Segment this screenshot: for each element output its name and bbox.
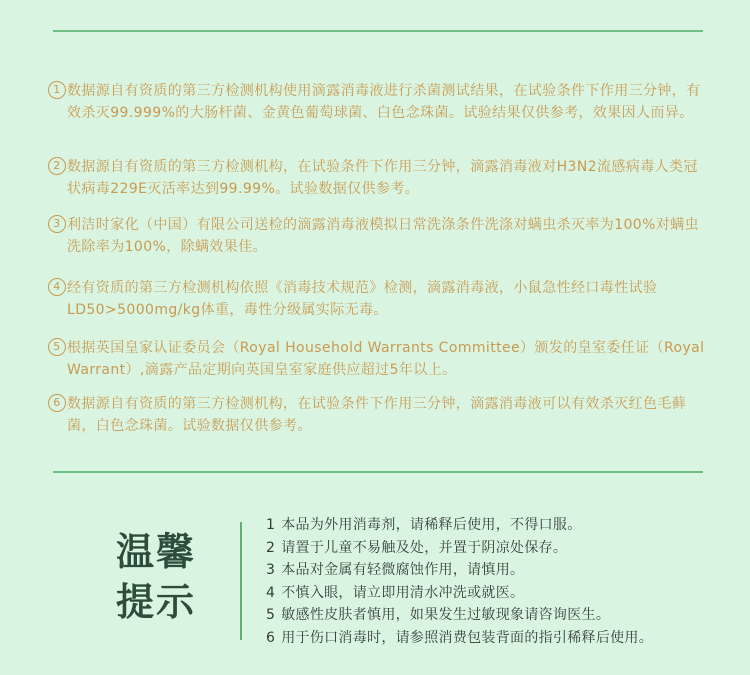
tip-item-5 (266, 604, 726, 627)
footnote-number: 1 (48, 81, 66, 99)
footnote-number: 2 (48, 157, 66, 175)
footnote-5 (48, 337, 708, 381)
middle-divider (53, 471, 703, 473)
tip-item-2 (266, 537, 726, 560)
footnote-text: 数据源自有资质的第三方检测机构，在试验条件下作用三分钟，滴露消毒液对H3N2流感病毒人类冠状病毒229E灭活率达到99.99%。试验数据仅供参考。 (67, 159, 698, 197)
footnote-1 (48, 80, 708, 124)
tip-number: 2 (266, 539, 276, 556)
tip-item-6 (266, 627, 726, 650)
footnote-text: 经有资质的第三方检测机构依照《消毒技术规范》检测，滴露消毒液，小鼠急性经口毒性试验LD50>5000mg/kg体重，毒性分级属实际无毒。 (67, 280, 658, 318)
tip-text: 本品对金属有轻微腐蚀作用，请慎用。 (281, 562, 525, 578)
footnote-2 (48, 156, 708, 200)
tip-text: 不慎入眼，请立即用清水冲洗或就医。 (281, 584, 525, 601)
warm-tips-heading-line2: 提示 (116, 579, 197, 624)
footnote-text: 利洁时家化（中国）有限公司送检的滴露消毒液模拟日常洗涤条件洗涤对螨虫杀灭率为100%对螨虫洗除率为100%，除螨效果佳。 (67, 217, 700, 255)
tip-item-1 (266, 514, 726, 537)
footnote-text: 数据源自有资质的第三方检测机构使用滴露消毒液进行杀菌测试结果，在试验条件下作用三分钟，有效杀灭99.999%的大肠杆菌、金黄色葡萄球菌、白色念珠菌。试验结果仅供参考，效果因人而异。 (67, 83, 701, 121)
warm-tips-heading (116, 527, 216, 627)
tip-number: 5 (266, 607, 276, 623)
tip-text: 敏感性皮肤者慎用，如果发生过敏现象请咨询医生。 (281, 607, 611, 623)
tip-number: 6 (266, 629, 276, 646)
footnote-number: 3 (48, 215, 66, 233)
tip-number: 4 (266, 584, 276, 601)
tips-list (266, 514, 726, 649)
footnote-4 (48, 277, 708, 321)
footnote-3 (48, 214, 708, 258)
footnote-number: 5 (48, 338, 66, 356)
tip-text: 请置于儿童不易触及处，并置于阴凉处保存。 (281, 539, 568, 556)
top-divider (53, 30, 703, 32)
warm-tips-heading-line1: 温馨 (116, 529, 197, 574)
footnote-text: 数据源自有资质的第三方检测机构，在试验条件下作用三分钟，滴露消毒液可以有效杀灭红色毛藓菌，白色念珠菌。试验数据仅供参考。 (67, 396, 687, 434)
tip-number: 1 (266, 517, 276, 533)
tip-text: 本品为外用消毒剂，请稀释后使用，不得口服。 (281, 517, 582, 533)
tip-item-4 (266, 582, 726, 605)
tip-item-3 (266, 559, 726, 582)
footnote-number: 4 (48, 278, 66, 296)
footnote-6 (48, 393, 708, 437)
footnote-text: 根据英国皇家认证委员会（Royal Household Warrants Committee）颁发的皇室委任证（Royal Warrant）,滴露产品定期向英国皇室家庭供应超过5年以上。 (67, 340, 705, 378)
footnote-number: 6 (48, 394, 66, 412)
tip-number: 3 (266, 562, 276, 578)
tip-text: 用于伤口消毒时，请参照消费包装背面的指引稀释后使用。 (281, 629, 654, 646)
tips-vertical-divider (240, 522, 242, 640)
